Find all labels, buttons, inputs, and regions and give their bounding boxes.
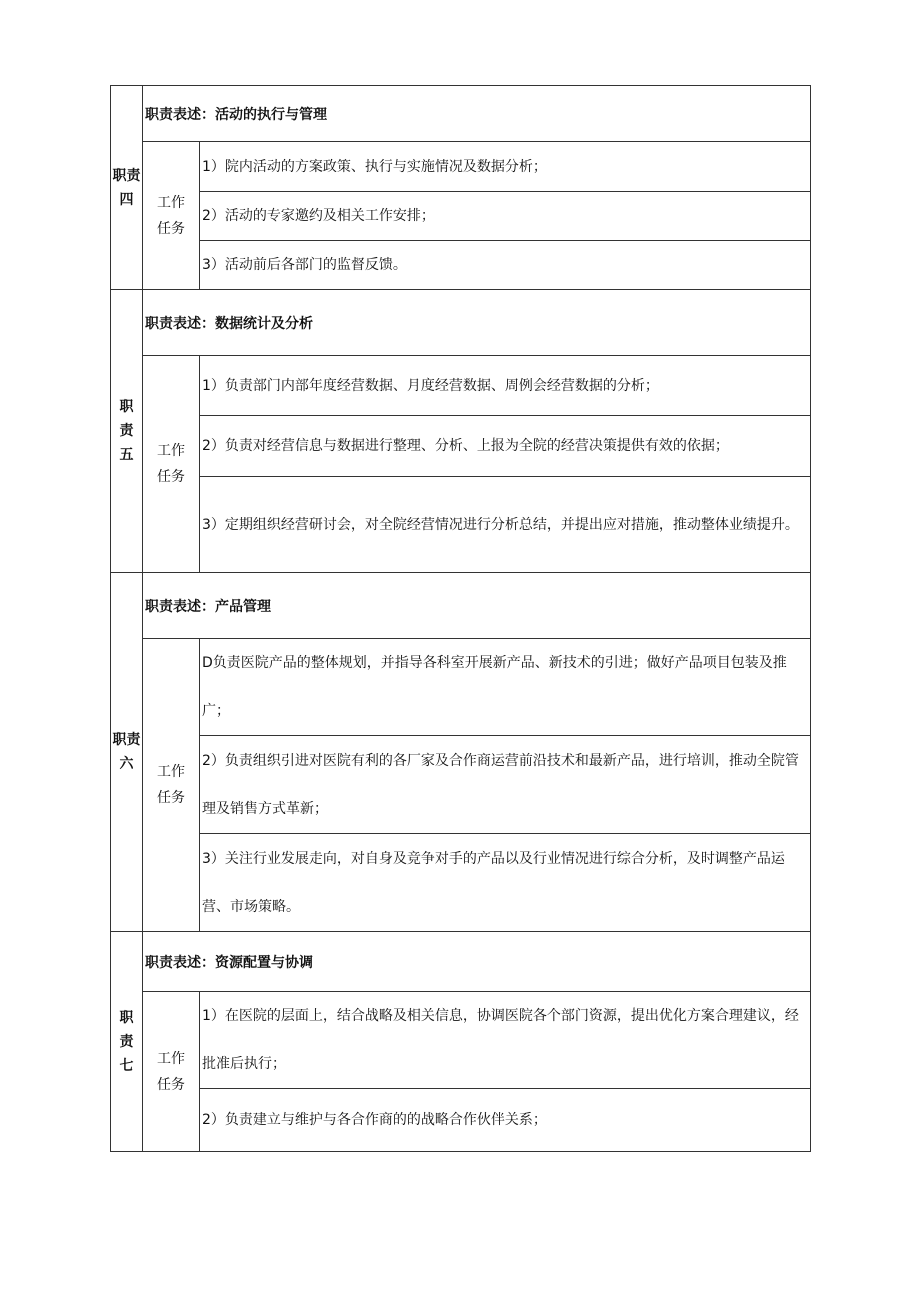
duty-7-label: 职 责 七 — [111, 932, 143, 1152]
duty-5-task-1: 1）负责部门内部年度经营数据、月度经营数据、周例会经营数据的分析； — [200, 356, 811, 416]
duty-7-task-label: 工作 任务 — [143, 992, 200, 1152]
duty-7-task-1: 1）在医院的层面上，结合战略及相关信息，协调医院各个部门资源，提出优化方案合理建议，经批准后执行； — [200, 992, 811, 1089]
duty-5-task-row — [111, 416, 811, 477]
duty-4-task-2: 2）活动的专家邀约及相关工作安排； — [200, 192, 811, 241]
duty-7-description: 职责表述：资源配置与协调 — [143, 932, 811, 992]
duty-7-task-row — [111, 992, 811, 1089]
duty-5-task-row — [111, 477, 811, 573]
duty-5-task-label: 工作 任务 — [143, 356, 200, 573]
duty-6-description: 职责表述：产品管理 — [143, 573, 811, 639]
duty-6-task-3: 3）关注行业发展走向，对自身及竞争对手的产品以及行业情况进行综合分析，及时调整产品运营、市场策略。 — [200, 834, 811, 932]
duty-4-task-row — [111, 241, 811, 290]
duty-7-task-row — [111, 1089, 811, 1152]
duty-6-task-2: 2）负责组织引进对医院有利的各厂家及合作商运营前沿技术和最新产品，进行培训，推动全院管理及销售方式革新； — [200, 736, 811, 834]
duty-6-task-row — [111, 639, 811, 736]
duty-6-task-label: 工作 任务 — [143, 639, 200, 932]
duty-4-task-row — [111, 192, 811, 241]
duty-6-description-row — [111, 573, 811, 639]
duty-6-task-row — [111, 736, 811, 834]
duty-4-task-1: 1）院内活动的方案政策、执行与实施情况及数据分析； — [200, 142, 811, 192]
duty-4-description: 职责表述：活动的执行与管理 — [143, 86, 811, 142]
duty-7-task-2: 2）负责建立与维护与各合作商的的战略合作伙伴关系； — [200, 1089, 811, 1152]
duty-4-label: 职责 四 — [111, 86, 143, 290]
duty-5-description: 职责表述：数据统计及分析 — [143, 290, 811, 356]
duty-5-task-3: 3）定期组织经营研讨会，对全院经营情况进行分析总结，并提出应对措施，推动整体业绩提升。 — [200, 477, 811, 573]
duty-4-task-row — [111, 142, 811, 192]
duty-6-task-row — [111, 834, 811, 932]
duty-4-description-row — [111, 86, 811, 142]
duty-5-task-row — [111, 356, 811, 416]
duty-5-description-row — [111, 290, 811, 356]
duty-5-task-2: 2）负责对经营信息与数据进行整理、分析、上报为全院的经营决策提供有效的依据； — [200, 416, 811, 477]
duty-6-label: 职责 六 — [111, 573, 143, 932]
duties-table — [110, 85, 811, 1152]
duty-7-description-row — [111, 932, 811, 992]
duty-4-task-3: 3）活动前后各部门的监督反馈。 — [200, 241, 811, 290]
duty-5-label: 职 责 五 — [111, 290, 143, 573]
duty-4-task-label: 工作 任务 — [143, 142, 200, 290]
duty-6-task-1: D负责医院产品的整体规划，并指导各科室开展新产品、新技术的引进；做好产品项目包装及推广； — [200, 639, 811, 736]
